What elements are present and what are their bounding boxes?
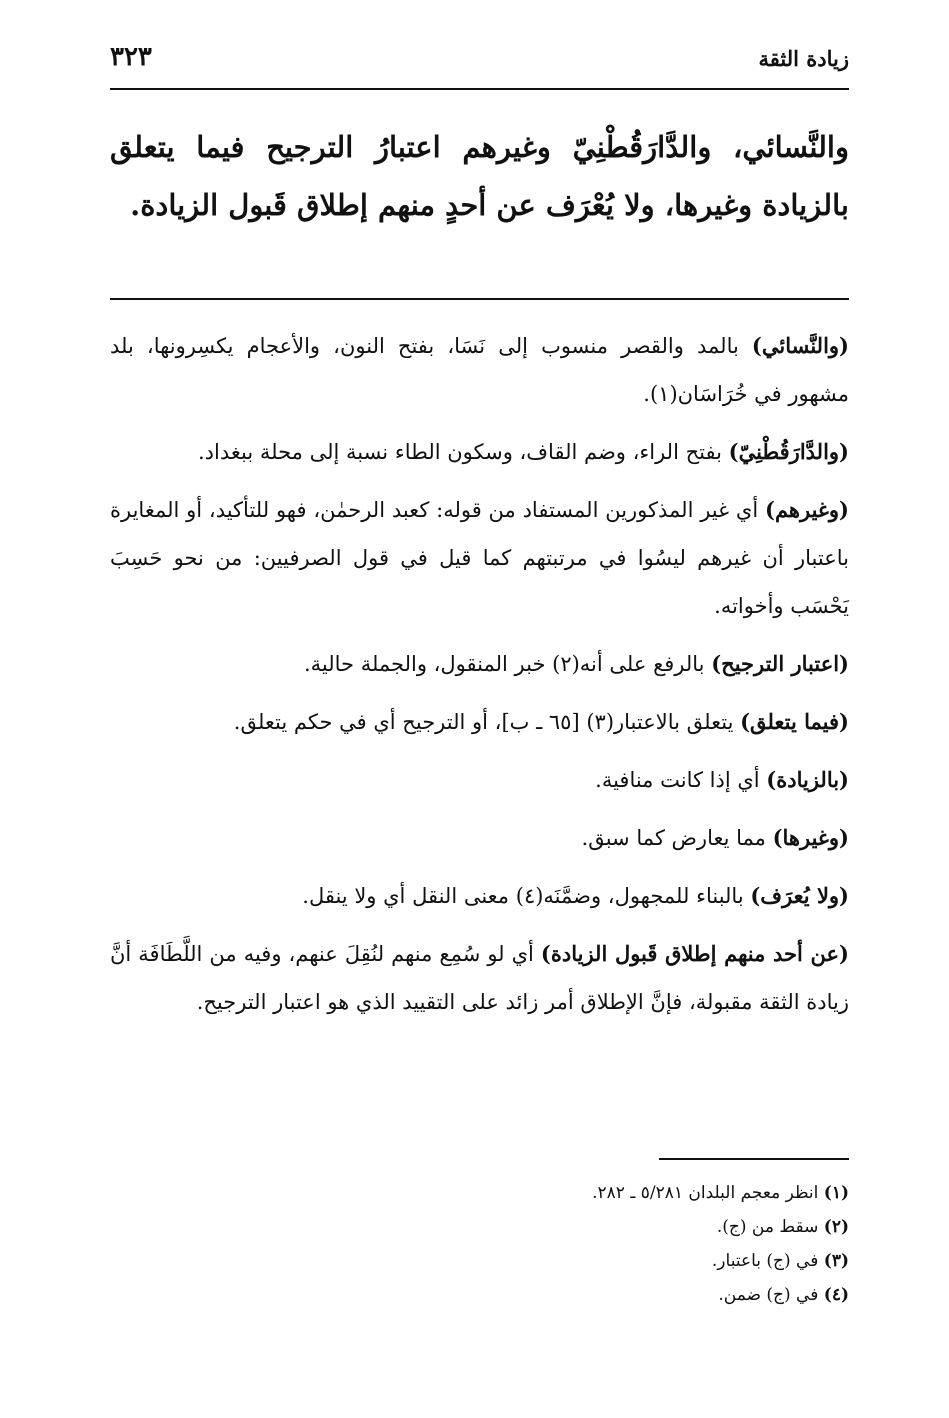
commentary-paragraph <box>110 756 849 804</box>
commentary <box>110 322 849 1036</box>
commentary-paragraph <box>110 930 849 1026</box>
lemma: (اعتبار الترجيح) <box>711 651 849 676</box>
commentary-paragraph <box>110 698 849 746</box>
footnote-rule <box>659 1158 849 1160</box>
commentary-paragraph <box>110 428 849 476</box>
commentary-paragraph <box>110 640 849 688</box>
gloss: أي لو سُمِع منهم لنُقِلَ عنهم، وفيه من اللَّطَافَة أنَّ زيادة الثقة مقبولة، فإنَّ الإطلاق أمر زائد على التقييد الذي هو اعتبار الترجيح. <box>110 942 849 1014</box>
section-rule <box>110 298 849 300</box>
footnote-number: (٣) <box>823 1251 849 1271</box>
gloss: أي إذا كانت منافية. <box>595 768 767 792</box>
gloss: مما يعارض كما سبق. <box>581 826 773 850</box>
footnote <box>110 1210 849 1244</box>
page-number: ٣٢٣ <box>110 42 152 72</box>
lemma: (وغيرها) <box>772 825 849 850</box>
footnote-text: انظر معجم البلدان ٥/٢٨١ ـ ٢٨٢. <box>592 1183 824 1203</box>
footnote-text: في (ج) باعتبار. <box>711 1251 824 1271</box>
commentary-paragraph <box>110 872 849 920</box>
footnote-text: في (ج) ضمن. <box>718 1285 824 1305</box>
gloss: بالرفع على أنه(٢) خبر المنقول، والجملة حالية. <box>303 652 712 676</box>
footnote-number: (٢) <box>823 1217 849 1237</box>
lemma: (والنَّسائي) <box>751 333 849 358</box>
gloss: بالمد والقصر منسوب إلى نَسَا، بفتح النون، والأعجام يكسِرونها، بلد مشهور في خُرَاسَان(١). <box>110 334 849 406</box>
main-text: والنَّسائي، والدَّارَقُطْنِيّ وغيرهم اعتبارُ الترجيح فيما يتعلق بالزيادة وغيرها، ولا يُعْرَف عن أحدٍ منهم إطلاق قَبول الزيادة. <box>110 130 849 222</box>
footnote-text: سقط من (ج). <box>716 1217 824 1237</box>
gloss: يتعلق بالاعتبار(٣) [٦٥ ـ ب]، أو الترجيح أي في حكم يتعلق. <box>233 710 741 734</box>
running-title: زيادة الثقة <box>758 46 849 71</box>
footnote <box>110 1244 849 1278</box>
footnote-number: (٤) <box>823 1285 849 1305</box>
commentary-paragraph <box>110 322 849 418</box>
lemma: (بالزيادة) <box>766 767 849 792</box>
header-rule <box>110 88 849 90</box>
footnote-number: (١) <box>823 1183 849 1203</box>
lemma: (فيما يتعلق) <box>740 709 849 734</box>
lemma: (وغيرهم) <box>765 497 849 522</box>
commentary-paragraph <box>110 486 849 630</box>
lemma: (ولا يُعرَف) <box>750 883 849 908</box>
page-header <box>110 42 849 90</box>
lemma: (والدَّارَقُطْنِيّ) <box>728 439 849 464</box>
commentary-paragraph <box>110 814 849 862</box>
lemma: (عن أحد منهم إطلاق قَبول الزيادة) <box>540 941 849 966</box>
gloss: بالبناء للمجهول، وضمَّنَه(٤) معنى النقل أي ولا ينقل. <box>302 884 751 908</box>
gloss: بفتح الراء، وضم القاف، وسكون الطاء نسبة إلى محلة ببغداد. <box>198 440 729 464</box>
gloss: أي غير المذكورين المستفاد من قوله: كعبد الرحمٰن، فهو للتأكيد، أو المغايرة باعتبار أن غيرهم ليسُوا في مرتبتهم كما قيل في قول الصرفيين: من نحو حَسِبَ يَحْسَب وأخواته. <box>110 498 849 618</box>
footnote <box>110 1278 849 1312</box>
footnote <box>110 1176 849 1210</box>
footnotes <box>110 1176 849 1312</box>
